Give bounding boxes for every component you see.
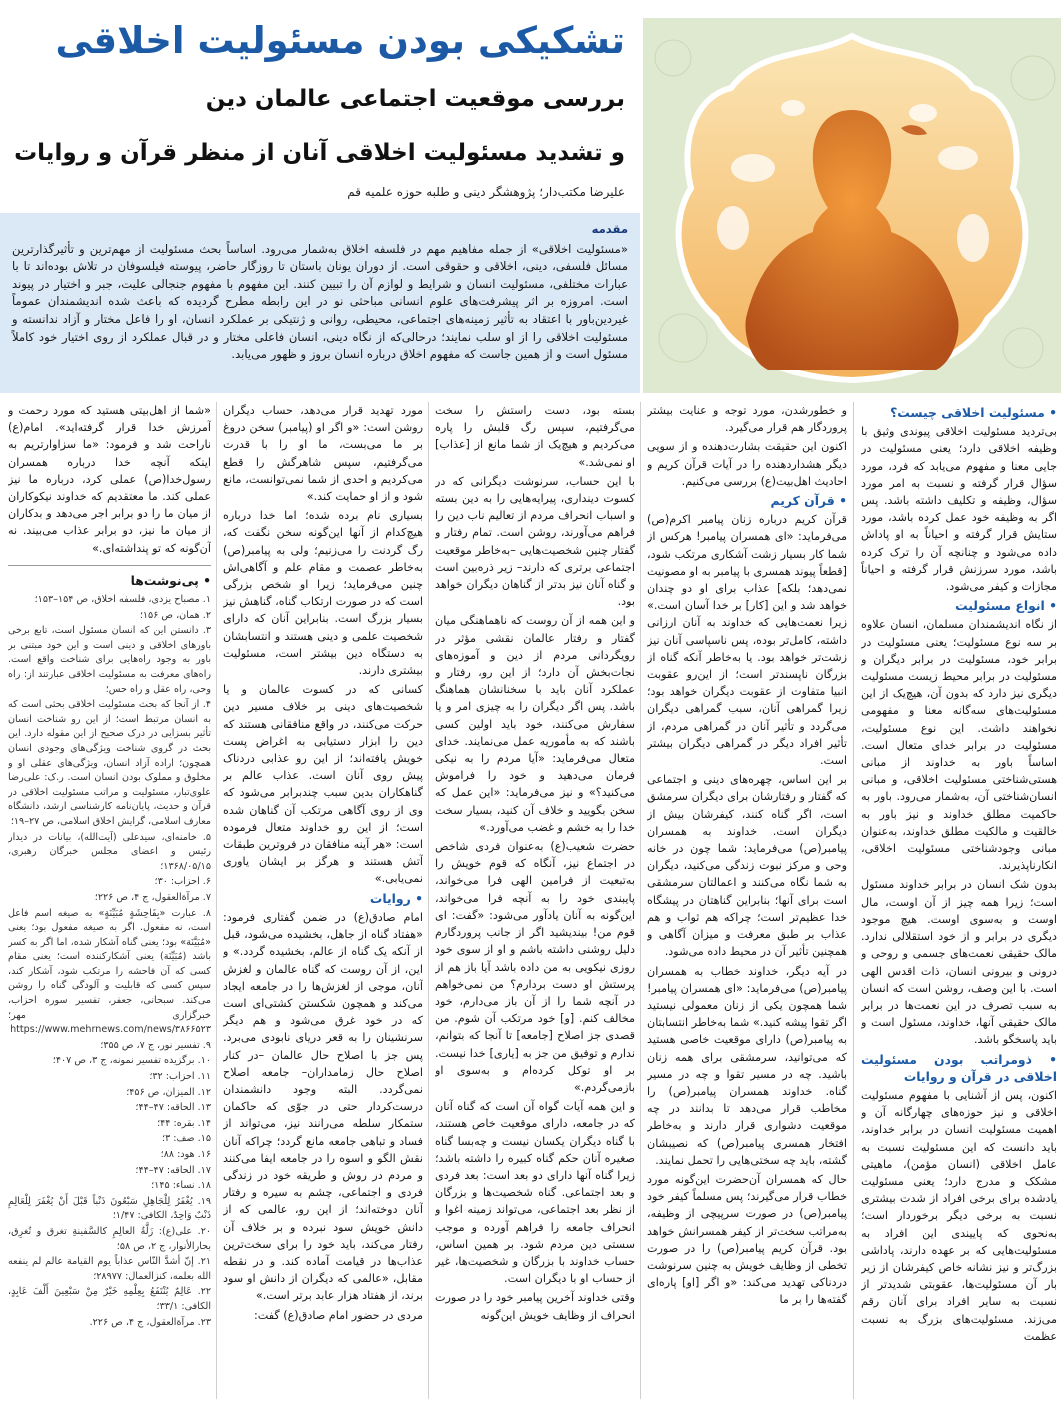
paragraph: بی‌تردید مسئولیت اخلاقی پیوندی وثیق با وظیفه اخلاقی دارد؛ یعنی مسئولیت در جایی معنا و مفهوم می‌یابد که فرد، مورد سؤال قرار گرفته و نسبت به امر مورد سؤال، وظیفه و تکلیف داشته باشد. پس اگر به وظیفه خود عمل کرده باشد، مورد ستایش قرار گرفته و احیاناً به او پاداش داده می‌شود و چنانچه آن را ترک کرده باشد، مورد سرزنش قرار گرفته و احیاناً مجازات و کیفر می‌شود.	[861, 425, 1057, 594]
footnote-item: ۷. مرآة‌العقول، ج ۴، ص ۲۲۶؛	[94, 891, 211, 903]
footnote-item: ۱۱. احزاب: ۳۲؛	[149, 1071, 211, 1083]
paragraph: حضرت شعیب(ع) به‌عنوان فردی شاخص در اجتماع نیز، آنگاه که قوم خویش را به‌تبعیت از فرامین الهی فرا می‌خواند، پایبندی خود را به آنچه فرا می‌خواند، این‌گونه به آنان یادآور می‌شود: «گفت: ای قوم من! بیندیشید اگر از جانب پروردگارم دلیل روشنی داشته باشم و او از سوی خود روزی نیکویی به من داده باشد آیا باز هم از پرستش او دست بردارم؟ من نمی‌خواهم در آنچه شما را از آن باز می‌دارم، خود مخالف کنم. [و] خود مرتکب آن شوم. من قصدی جز اصلاح [جامعه] تا آنجا که بتوانم، ندارم و توفیق من جز به [یاری] خدا نیست. بر او توکل کرده‌ام و به‌سوی او بازمی‌گردم.»	[435, 840, 635, 1094]
article-subtitle-line2: و تشدید مسئولیت اخلاقی آنان از منظر قرآن و روایات	[14, 140, 625, 166]
column-3	[435, 402, 635, 1399]
footnote-item: ۱۸. نساء: ۱۴۵؛	[151, 1180, 211, 1192]
column-2	[647, 402, 847, 1399]
section-heading: • مسئولیت اخلاقی چیست؟	[890, 405, 1057, 420]
paragraph: از نگاه اندیشمندان مسلمان، انسان علاوه بر سه نوع مسئولیت؛ یعنی مسئولیت در برابر خود، مسئولیت در برابر دیگران و مسئولیت در برابر محیط زیست مسئولیت دیگری نیز دارد که بدون آن، هیچ‌یک از این مسئولیت‌های سه‌گانه معنا و مفهومی نخواهند داشت. این نوع مسئولیت، مسئولیت در برابر خدای متعال است. اساساً باور به خداوند از مبانی هستی‌شناختی مسئولیت اخلاقی، و مبانی انسان‌شناختی آن، به‌شمار می‌رود. باور به حاکمیت مطلق خداوند و نیز باور به خالقیت و مالکیت مطلق خداوند، به‌عنوان مبانی وجودشناختی مسئولیت اخلاقی، انکارناپذیرند.	[861, 618, 1057, 873]
footnote-item: ۲۳. مرآة‌العقول، ج ۴، ص ۲۲۶.	[89, 1316, 211, 1328]
column-divider	[216, 402, 217, 1399]
footnote-item: ۱۵. صف: ۳؛	[162, 1133, 211, 1145]
section-heading: • انواع مسئولیت	[955, 598, 1057, 614]
hero-illustration	[643, 18, 1061, 393]
footnote-item: ۸. عبارت «بِفَاحِشَةٍ مُبَيِّنَةٍ» به صیغه اسم فاعل است، نه مفعول. اگر به صیغه مفعول بود؛ یعنی «مُبَيَّنَة» بود؛ یعنی گناه آشکار شده، اما اگر به کسر باشد (مُبَيِّنَة) یعنی آشکارکننده است؛ یعنی مقام کسی که آن فاحشه را مرتکب شود، آشکار کند، سپس کسی که قابلیت و آلودگی گناه را روشن می‌کند. سبحانی، جعفر، تفسیر سوره احزاب، خبرگزاری مهر؛ https://www.mehrnews.com/news/۳۸۶۶۵۲۳	[8, 907, 211, 1036]
paragraph: مردی در حضور امام صادق(ع) گفت:	[253, 1308, 423, 1322]
footnote-item: ۱۳. الحاقه: ۴۷–۴۴؛	[135, 1102, 211, 1114]
column-divider	[853, 402, 854, 1399]
article-title: تشکیکی بودن مسئولیت اخلاقی	[55, 19, 625, 62]
paragraph: در آیه دیگر، خداوند خطاب به همسران پیامبر(ص) می‌فرماید: «ای همسران پیامبر! شما همچون یکی از زنان معمولی نیستید اگر تقوا پیشه کنید.» شما به‌خاطر انتسابتان به پیامبر(ص) دارای موقعیت خاصی هستید که می‌توانید، سرمشقی برای همه زنان باشید. چه در مسیر تقوا و چه در مسیر گناه. خداوند همسران پیامبر(ص) را مخاطب قرار می‌دهد تا بدانند در چه موقعیت دشواری قرار دارند و به‌خاطر افتخار همسری پیامبر(ص) که نصیبشان گشته، باید چه سختی‌هایی را تحمل نمایند.	[647, 964, 847, 1167]
footnote-item: ۲. همان، ص ۱۵۶؛	[139, 609, 211, 621]
footnote-item: ۲۱. إنّ أشدَّ النّاس عذاباً يوم القيامة عالم لم ينفعه الله بعلمه، کنزالعمال: ۲۸۹۷۷؛	[8, 1256, 211, 1282]
footnote-item: ۱۶. هود: ۸۸؛	[160, 1149, 211, 1160]
column-4	[223, 402, 423, 1399]
footnotes-list	[8, 593, 211, 1330]
paragraph: اکنون، پس از آشنایی با مفهوم مسئولیت اخلاقی و نیز حوزه‌های چهارگانه آن و اهمیت مسئولیت انسان در برابر خداوند، باید دانست که این مسئولیت نسبت به عامل اخلاقی (انسان مؤمن)، ماهیتی مشکک و مدرج دارد؛ یعنی مسئولیت یادشده برای برخی افراد از شدت بیشتری نسبت به برخی دیگر برخوردار است؛ به‌نحوی که پاییندی این افراد به مسئولیت‌هایی که بر عهده دارند، پاداشی بزرگ‌تر و نیز نشانه خاص کیفرشان از زیر بار آن مسئولیت‌ها، عقوبتی شدیدتر از نسبت به سایر افراد برای آنان رقم می‌زند. مسئولیت‌های بزرگ به نسبت عظمت	[861, 1088, 1057, 1343]
paragraph: امام صادق(ع) در ضمن گفتاری فرمود: «هفتاد گناه از جاهل، بخشیده می‌شود، قبل از آنکه یک گناه از عالم، بخشیده گردد.» و این، از آن روست که گناه عالمان و لغزش آنان، موجی از لغزش‌ها را در جامعه ایجاد می‌کند و همچون شکستن کشتی‌ای است که در خود غرق می‌شود و هم دیگر سرنشینان را به قعر دریای نابودی می‌برد. پس جز با اصلاح حال عالمان –در کنار اصلاح حال زمامداران– جامعه اصلاح نمی‌گردد. البته وجود دانشمندان درست‌کردار حتی در جوّی که حاکمان ستمکار سلطه می‌رانند نیز، می‌تواند از فساد و تباهی جامعه مانع گردد؛ چراکه آنان نقش الگو و اسوه را در جامعه ایفا می‌کنند و مردم در روش و طریقه خود در زندگی فردی و اجتماعی، چشم به سیره و رفتار آنان دوخته‌اند؛ از این رو، عالمی که از دانش خویش سود نبرده و بر خلاف آن رفتار می‌کند، باید خود را برای سخت‌ترین عذاب‌ها در قیامت آماده کند. و در نقطه مقابل، «عالمی که دیگران از دانش او سود برند، از هفتاد هزار عابد برتر است.»	[223, 910, 423, 1303]
paragraph: بسیاری نام برده شده؛ اما خدا درباره هیچ‌کدام از آنها این‌گونه سخن نگفت که، رگ گردنت را می‌زنیم؛ ولی به پیامبر(ص) به‌خاطر عصمت و مقام علم و آگاهی‌اش چنین می‌فرماید؛ زیرا او شخص بزرگی است که در صورت ارتکاب گناه، گناهش نیز بسیار بزرگ است. بنابراین آنان که دارای شخصیت علمی و دینی هستند و انتسابشان به دستگاه دین بیشتر است، مسئولیت بیشتری دارند.	[223, 509, 423, 678]
footnote-item: ۹. تفسیر نور، ج ۷، ص ۳۵۵؛	[100, 1039, 211, 1051]
paragraph: با این حساب، سرنوشت دیگرانی که در کسوت دینداری، پیرایه‌هایی را به دین بسته و اسباب انحراف مردم از تعالیم ناب دین را فراهم می‌آورند، روشن است. تمام رفتار و گفتار چنین شخصیت‌هایی –به‌خاطر موقعیت اجتماعی برتری که دارند– زیر ذره‌بین است و گناه آنان نیز بدتر از گناهان دیگران خواهد بود.	[435, 474, 635, 609]
footnotes-heading: • پی‌نوشت‌ها	[8, 565, 211, 589]
paragraph: وقتی خداوند آخرین پیامبر خود را در صورت انحراف از وظایف خویش این‌گونه	[435, 1291, 635, 1322]
footnote-item: ۵. خامنه‌ای، سیدعلی (آیت‌الله)، بیانات در دیدار رئیس و اعضای مجلس خبرگان رهبری، ۱۳۶۸/۰۵/۱۵؛	[8, 831, 211, 872]
footnote-item: ۱۰. برگزیده تفسیر نمونه، ج ۳، ص ۴۰۷؛	[52, 1055, 211, 1067]
intro-box	[0, 213, 640, 393]
section-heading: • روایات	[369, 890, 423, 906]
paragraph: قرآن کریم درباره زنان پیامبر اکرم(ص) می‌فرماید: «ای همسران پیامبر! هرکس از شما کار بسیار زشت آشکاری مرتکب شود، [قطعاً پیوند همسری با پیامبر به او مصونیت نمی‌دهد؛ بلکه] عذاب برای او دو چندان خواهد شد و این [کار] بر خدا آسان است.» زیرا نعمت‌هایی که خداوند به آنان ارزانی داشته، کامل‌تر بوده، پس ناسپاسی آنان نیز زشت‌تر خواهد بود. یا به‌خاطر آنکه گناه از بزرگان ناپسندتر است؛ از این‌رو عقوبت انبیا متفاوت از عقوبت دیگران خواهد بود؛ زیرا گمراهی آنان، سبب گمراهی دیگران می‌گردد و تأثیر آنان در گمراهی مردم، از تأثیر افراد دیگر در گمراهی دیگران بیشتر است.	[647, 513, 847, 768]
footnote-item: ۱۹. يُغْفَرُ لِلْجَاهِلِ سَبْعُونَ ذَنْباً قَبْلَ أَنْ يُغْفَرَ لِلْعَالِمِ ذَنْبٌ وَاحِدٌ، الکافی: ۱/۴۷؛	[8, 1195, 211, 1222]
silhouette-artwork	[643, 18, 1061, 393]
column-divider	[428, 402, 429, 1399]
paragraph: کسانی که در کسوت عالمان و یا شخصیت‌های دینی بر خلاف مسیر دین حرکت می‌کنند، در واقع منافقانی هستند که دین را ابزار دستیابی به اغراض پست خویش یافته‌اند؛ از این رو عذابی دردناک پیش روی آنان است. عذاب عالم بر گناهکاران بدین سبب چندبرابر می‌شود که وی از روی آگاهی مرتکب آن گناهان شده است؛ از این رو خداوند متعال فرموده است: «هر آینه منافقان در فروترین طبقات آتش هستند و هرگز بر ایشان یاوری نمی‌یابی.»	[223, 683, 423, 886]
paragraph: بسته بود، دست راستش را سخت می‌گرفتیم، سپس رگ قلبش را پاره می‌کردیم و هیچ‌یک از شما مانع از [عذاب] او نمی‌شد.»	[435, 404, 635, 469]
footnote-item: ۱. مصباح یزدی، فلسفه اخلاق، ص ۱۵۴–۱۵۳؛	[34, 594, 211, 606]
footnote-item: ۳. دانستن این که انسان مسئول است، تابع برخی باورهای اخلاقی و دینی است و این خود مبتنی بر باور به وجود راه‌هایی برای شناخت واقع است. راه‌های معرفت به مسئولیت اخلاقی عبارتند از: راه وحی، راه عقل و راه حس؛	[8, 625, 211, 695]
column-1	[861, 402, 1057, 1399]
column-divider	[640, 402, 641, 1399]
footnote-item: ۱۷. الحاقه: ۴۷–۴۴؛	[135, 1164, 211, 1176]
article-author: علیرضا مکتب‌دار؛ پژوهشگر دینی و طلبه حوزه علمیه قم	[347, 185, 625, 199]
footnote-item: ۱۴. بقره: ۴۴؛	[157, 1117, 211, 1129]
article-body	[4, 402, 1059, 1399]
paragraph: «شما از اهل‌بیتی هستید که مورد رحمت و آمرزش خدا قرار گرفته‌اید». امام(ع) ناراحت شد و فرمود: «ما سزاوارتریم به اینکه آنچه خدا درباره همسران رسول‌خدا(ص) عملی کرد، درباره ما نیز عملی کند. ما معتقدیم که خداوند نیکوکاران از میان ما را دو برابر اجر می‌دهد و بدکاران از میان ما نیز، دو برابر عذاب می‌بیند. نه آن‌گونه که تو پنداشته‌ای.»	[8, 404, 211, 555]
paragraph: مورد تهدید قرار می‌دهد، حساب دیگران روشن است: «و اگر او (پیامبر) سخن دروغ بر ما می‌بست، ما او را با قدرت می‌گرفتیم، سپس شاهرگش را قطع می‌کردیم و احدی از شما نمی‌توانست، مانع شود و از او حمایت کند.»	[223, 404, 423, 504]
intro-text: «مسئولیت اخلاقی» از جمله مفاهیم مهم در فلسفه اخلاق به‌شمار می‌رود. اساساً بحث مسئولیت از مهم‌ترین و تأثیرگذارترین مسائل فلسفی، دینی، اخلاقی و حقوقی است. از دوران یونان باستان تا روزگار حاضر، پیوسته فیلسوفان در تلاش بوده‌اند تا با عبارات مختلفی، مسئولیت انسان و شرایط و لوازم آن را تبیین کنند. این مفهوم با مفهوم جنجالی علیت، جبر و اختیار در پیوند است. امروزه بر اثر پیشرفت‌های علوم انسانی مباحثی نو در این رابطه مطرح گردیده که باعث شده اندیشمندان عموماً غیردین‌باور با اعتقاد به تأثیر زمینه‌های اجتماعی، محیطی، روانی و ژنتیکی بر عملکرد انسان، او را فاعل مختار و آزاد ندانسته و مسئولیت اخلاقی را از او سلب نمایند؛ درحالی‌که از نگاه دینی، انسان فاعلی مختار و در قبال عملکرد از روی اختیار خود کاملاً مسئول است و از همین جاست که مفهوم اخلاق درباره انسان بروز و ظهور می‌یابد.	[12, 241, 628, 362]
intro-heading: مقدمه	[591, 222, 628, 236]
footnote-item: ۴. از آنجا که بحث مسئولیت اخلاقی بحثی است که به انسان مرتبط است؛ از این رو شناخت انسان تأثیر بسزایی در درک صحیح از این مقوله دارد. این بحث در گروی شناخت ویژگی‌های وجودی انسان همچون؛ اراده آزاد انسان، ویژگی‌های عقلی او و مخلوق و مملوک بودن انسان است. ر.ک: علی‌رضا علوی‌تبار، مسئولیت و مراتب مسئولیت اخلاقی در قرآن و حدیث، پایان‌نامه کارشناسی ارشد، دانشگاه معارف اسلامی، گرایش اخلاق اسلامی، ص ۲۷–۱۹؛	[8, 699, 211, 827]
footnote-item: ۲۰. علی(ع): زَلَّةُ العالِمِ كالسَّفينةِ تغرق و تُغرِق، بحارالأنوار، ج ۲، ص ۵۸؛	[8, 1225, 211, 1252]
paragraph: حال که همسران آن‌حضرت این‌گونه مورد خطاب قرار می‌گیرند؛ پس مسلماً کیفر خود پیامبر(ص) در صورت سرپیچی از وظیفه، به‌مراتب سخت‌تر از کیفر همسرانش خواهد بود. قرآن کریم پیامبر(ص) را در صورت تخطی از وظایف خویش به چنین سرنوشت دردناکی تهدید می‌کند: «و اگر [او] پاره‌ای گفته‌ها را بر ما	[647, 1172, 847, 1307]
section-heading: • قرآن کریم	[770, 493, 847, 509]
footnote-item: ۲۲. عَالِمٌ يُنْتَفَعُ بِعِلْمِهِ خَيْرٌ مِنْ سَبْعِينَ أَلْفَ عَابِدٍ، الکافی: ۳۳/۱؛	[8, 1286, 211, 1312]
paragraph: بدون شک انسان در برابر خداوند مسئول است؛ زیرا همه چیز از آن اوست، مال اوست و به‌سوی اوست. هیچ موجود دیگری در برابر و از خود استقلالی ندارد. مالک حقیقی نعمت‌های جسمی و روحی و درونی و بیرونی انسان، ذات اقدس الهی است. با این وصف، روشن است که انسان به سبب تصرف در این نعمت‌ها در برابر مالک حقیقی آنها، خداوند، مسئول است و باید پاسخگو باشد.	[861, 878, 1057, 1047]
footnote-item: ۶. احزاب: ۳۰؛	[154, 876, 211, 888]
paragraph: بر این اساس، چهره‌های دینی و اجتماعی که گفتار و رفتارشان برای دیگران سرمشق است، اگر گناه کنند، کیفرشان بیش از دیگران است. خداوند به همسران پیامبر(ص) می‌فرماید: شما چون در خانه وحی و مرکز نبوت زندگی می‌کنید، دیگران به شما نگاه می‌کنند و اعمالتان سرمشقی است برای آنها؛ بنابراین گناهتان در پیشگاه خدا عظیم‌تر است؛ چراکه هم ثواب و هم عذاب بر طبق معرفت و میزان آگاهی و همچنین تأثیر آن در محیط داده می‌شود.	[647, 773, 847, 959]
paragraph: و این همه از آن روست که ناهماهنگی میان گفتار و رفتار عالمان نقشی مؤثر در رویگردانی مردم از دین و آموزه‌های نجات‌بخش آن دارد؛ از این رو، رفتار و عملکرد آنان باید با سخنانشان هماهنگ باشد. پس اگر دیگران را به چیزی امر و یا سفارش می‌کنند، خود باید اولین کسی باشند که به مأموریه عمل می‌نمایند. خدای متعال می‌فرماید: «آیا مردم را به نیکی فرمان می‌دهید و خود را فراموش می‌کنید؟» و نیز می‌فرماید: «این عمل که سخن بگویید و خلاف آن کنید، بسیار سخت خدا را به خشم و غضب می‌آورد.»	[435, 614, 635, 834]
paragraph: و خطورشدن، مورد توجه و عنایت بیشتر پروردگار هم قرار می‌گیرد.	[647, 404, 847, 435]
paragraph: اکنون این حقیقت بشارت‌دهنده و از سویی دیگر هشداردهنده را در آیات قرآن کریم و احادیث اهل‌بیت(ع) بررسی می‌کنیم.	[647, 440, 847, 488]
footnote-item: ۱۲. المیزان، ص ۴۵۶؛	[126, 1086, 211, 1098]
section-heading: • ذومراتب بودن مسئولیت اخلاقی در قرآن و روایات	[861, 1051, 1057, 1084]
article-subtitle-line1: بررسی موقعیت اجتماعی عالمان دین	[205, 86, 625, 112]
column-5	[8, 402, 211, 1399]
paragraph: و این همه آیات گواه آن است که گناه آنان که در جامعه، دارای موقعیت خاص هستند، با گناه دیگران یکسان نیست و چه‌بسا گناه صغیره آنان حکم گناه کبیره را داشته باشد؛ زیرا گناه آنها دارای دو بعد است: بعد فردی و بعد اجتماعی. گناه شخصیت‌ها و بزرگان از نظر بعد اجتماعی، می‌تواند زمینه اغوا و انحراف جامعه را فراهم آورده و موجب سستی دین مردم شود. بر همین اساس، حساب خداوند با بزرگان و شخصیت‌ها، غیر از حساب او با دیگران است.	[435, 1100, 635, 1286]
